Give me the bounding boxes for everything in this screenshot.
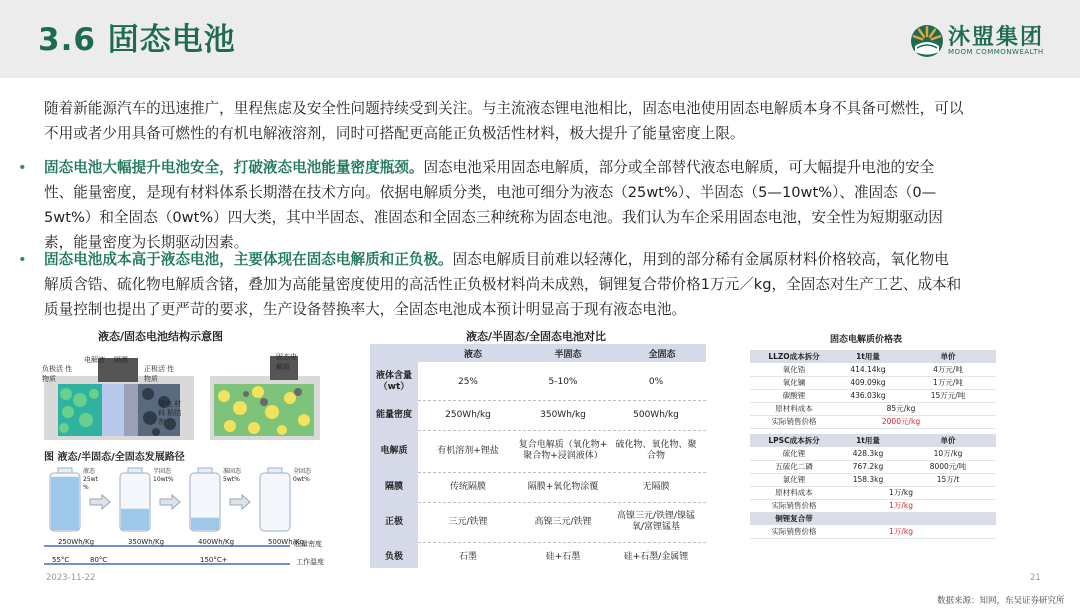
comparison-cell: 硫化物、氧化物、聚 合物 bbox=[615, 440, 697, 461]
bullet-highlight: 固态电池成本高于液态电池，主要体现在固态电解质和正负极。 bbox=[44, 251, 453, 268]
price-row-divider bbox=[750, 428, 996, 429]
cell-liquid-pct: 5wt% bbox=[223, 476, 240, 483]
price-header-cell: 1t用量 bbox=[856, 436, 880, 445]
column-header: 液态 bbox=[463, 350, 482, 360]
label-electrolyte: 电解液 bbox=[84, 356, 105, 364]
price-header-cell: 单价 bbox=[940, 352, 956, 361]
price-cell: 4万元/吨 bbox=[933, 365, 963, 374]
column-header: 半固态 bbox=[554, 350, 582, 360]
company-logo bbox=[910, 20, 1060, 66]
temp-axis-label: 工作温度 bbox=[296, 558, 324, 566]
footer-date: 2023-11-22 bbox=[46, 573, 96, 583]
battery-cell bbox=[120, 468, 150, 531]
label-separator: 隔膜 bbox=[114, 356, 128, 364]
price-cell: 436.03kg bbox=[850, 391, 886, 400]
row-label: 隔膜 bbox=[384, 481, 403, 492]
cell-liquid-pct: 10wt% bbox=[153, 476, 174, 483]
path-title: 图 液态/半固态/全固态发展路径 bbox=[44, 452, 185, 463]
comparison-cell: 250Wh/kg bbox=[445, 409, 491, 420]
comparison-cell: 有机溶剂+锂盐 bbox=[437, 445, 499, 456]
comparison-cell: 隔膜+氧化物涂覆 bbox=[527, 481, 599, 492]
sale-price-value: 1万/kg bbox=[889, 501, 913, 510]
cell-name: 全固态 bbox=[293, 468, 312, 475]
temp-label: 80°C bbox=[90, 556, 108, 564]
price-header-cell: LPSC成本拆分 bbox=[768, 436, 820, 445]
price-label: 原材料成本 bbox=[775, 404, 813, 413]
bullet-dot: • bbox=[18, 251, 27, 268]
cell-name: 准固态 bbox=[223, 468, 242, 475]
price-cell: 158.3kg bbox=[852, 475, 884, 484]
price-cell: 氧化镧 bbox=[782, 378, 806, 387]
temp-label: 55°C bbox=[52, 556, 70, 564]
price-header-cell: 1t用量 bbox=[856, 352, 880, 361]
price-label: 原材料成本 bbox=[775, 488, 813, 497]
intro-line: 随着新能源汽车的迅速推广，里程焦虑及安全性问题持续受到关注。与主流液态锂电池相比，固态电池使用固态电解质本身不具备可燃性，可以 bbox=[44, 100, 964, 117]
price-cell: 10万/kg bbox=[933, 449, 963, 458]
cell-liquid-pct: 0wt% bbox=[293, 476, 310, 483]
electrolyte-fill bbox=[191, 518, 219, 530]
raw-cost-value: 1万/kg bbox=[889, 488, 913, 497]
arrow-right-icon bbox=[90, 495, 110, 509]
price-cell: 409.09kg bbox=[850, 378, 886, 387]
battery-cell bbox=[50, 468, 80, 531]
electrolyte-fill bbox=[121, 509, 149, 530]
bullet-text: 素，能量密度为长期驱动因素。 bbox=[44, 234, 249, 251]
label-neg-active: 负极活 性物质 bbox=[42, 365, 73, 383]
header-bar bbox=[0, 0, 1080, 78]
row-label: 电解质 bbox=[380, 445, 408, 456]
label-solid-electrolyte: 固态电 解质 bbox=[276, 353, 297, 371]
arrow-right-icon bbox=[230, 495, 250, 509]
intro-line: 不用或者少用具备可燃性的有机电解液溶剂，同时可搭配更高能正负极活性材料，极大提升了能量密度上限。 bbox=[44, 125, 745, 142]
comparison-cell: 350Wh/kg bbox=[540, 409, 586, 420]
cell-energy: 350Wh/Kg bbox=[127, 538, 165, 546]
sale-price-value: 2000元/kg bbox=[881, 417, 921, 426]
row-label: 负极 bbox=[384, 551, 403, 562]
price-cell: 767.2kg bbox=[852, 462, 884, 471]
comparison-cell: 硅+石墨/金属锂 bbox=[623, 551, 689, 562]
bullet-highlight: 固态电池大幅提升电池安全，打破液态电池能量密度瓶颈。 bbox=[44, 159, 424, 176]
price-row-divider bbox=[750, 538, 996, 539]
price-cell: 氯化锂 bbox=[782, 475, 806, 484]
label-conductive: 导电 材料 粘结剂 bbox=[158, 400, 182, 426]
price-cell: 1万元/吨 bbox=[933, 378, 963, 387]
column-header: 全固态 bbox=[648, 350, 676, 360]
price-cell: 15万元/吨 bbox=[930, 391, 966, 400]
cell-name: 液态 bbox=[83, 468, 96, 475]
bullet-dot: • bbox=[18, 159, 27, 176]
price-header-cell: LLZO成本拆分 bbox=[768, 352, 820, 361]
price-cell: 氧化锆 bbox=[782, 365, 806, 374]
intro-paragraph bbox=[44, 96, 1044, 146]
electrolyte-fill bbox=[51, 477, 79, 530]
comparison-cell: 500Wh/kg bbox=[633, 409, 679, 420]
price-label: 实际销售价格 bbox=[771, 417, 817, 426]
bullet-text: 性、能量密度，是现有材料体系长期潜在技术方向。依据电解质分类，电池可细分为液态（25wt%）、半固态（5—10wt%）、准固态（0— bbox=[44, 184, 937, 201]
page-number: 21 bbox=[1030, 573, 1041, 583]
price-cell: 428.3kg bbox=[852, 449, 884, 458]
cell-energy: 400Wh/Kg bbox=[197, 538, 235, 546]
comparison-cell: 25% bbox=[457, 376, 478, 387]
bullet-text: 固态电解质目前难以轻薄化，用到的部分稀有金属原材料价格较高，氧化物电 bbox=[452, 251, 949, 268]
sunburst-logo-icon bbox=[910, 24, 944, 58]
price-header-cell: 单价 bbox=[940, 436, 956, 445]
comparison-cell: 石墨 bbox=[458, 551, 477, 562]
data-source: 数据来源：知网，东吴证券研究所 bbox=[937, 596, 1065, 606]
logo-subtitle: MOOM COMMONWEALTH bbox=[948, 48, 1044, 56]
price-cell: 414.14kg bbox=[850, 365, 886, 374]
row-label: 能量密度 bbox=[375, 409, 412, 420]
energy-axis-label: 能量密度 bbox=[294, 540, 322, 548]
bullet-text: 5wt%）和全固态（0wt%）四大类，其中半固态、准固态和全固态三种统称为固态电池。我们认为车企采用固态电池，安全性为短期驱动因 bbox=[44, 209, 943, 226]
cell-energy: 250Wh/Kg bbox=[57, 538, 95, 546]
raw-cost-value: 85元/kg bbox=[886, 404, 916, 413]
row-label: 液体含量 （wt） bbox=[375, 371, 412, 392]
label-pos-active: 正极活 性物质 bbox=[144, 365, 175, 383]
structure-diagram-panel bbox=[40, 322, 340, 570]
comparison-title: 液态/半固态/全固态电池对比 bbox=[466, 330, 607, 343]
cell-liquid-pct: 25wt % bbox=[83, 476, 98, 491]
price-cell: 8000元/吨 bbox=[929, 462, 967, 471]
comparison-cell: 高镍三元/铁锂 bbox=[534, 516, 592, 527]
comparison-cell: 传统隔膜 bbox=[449, 481, 486, 492]
comparison-cell: 无隔膜 bbox=[642, 481, 670, 492]
cell-energy: 500Wh/Kg bbox=[267, 538, 305, 546]
battery-cell bbox=[190, 468, 220, 531]
comparison-cell: 复合电解质（氧化物+ 聚合物+浸润液体） bbox=[518, 440, 608, 461]
bullet-safety bbox=[18, 155, 1044, 255]
price-label: 实际销售价格 bbox=[771, 501, 817, 510]
price-cell: 五硫化二磷 bbox=[775, 462, 813, 471]
bullet-text: 解质含锆、硫化物电解质含锗，叠加为高能量密度使用的高活性正负极材料尚未成熟，铜锂复合带价格1万元／kg，全固态对生产工艺、成本和 bbox=[44, 276, 962, 293]
comparison-cell: 5-10% bbox=[548, 376, 578, 387]
price-cell: 硫化锂 bbox=[782, 449, 806, 458]
price-header-cell: 铜锂复合带 bbox=[775, 514, 813, 523]
comparison-cell: 三元/铁锂 bbox=[448, 516, 488, 527]
logo-name: 沐盟集团 bbox=[948, 25, 1045, 50]
price-title: 固态电解质价格表 bbox=[830, 335, 903, 345]
row-label: 正极 bbox=[384, 516, 403, 527]
cell-name: 半固态 bbox=[153, 468, 172, 475]
bullet-text: 质量控制也提出了更严苛的要求，生产设备替换率大，全固态电池成本预计明显高于现有液态电池。 bbox=[44, 301, 687, 318]
comparison-cell: 高镍三元/铁锂/镍锰 氧/富锂锰基 bbox=[616, 511, 696, 532]
price-table-panel bbox=[748, 322, 1000, 570]
comparison-cell: 0% bbox=[648, 376, 664, 387]
comparison-cell: 硅+石墨 bbox=[545, 551, 581, 562]
comparison-table-panel bbox=[368, 322, 708, 570]
page-title: 3.6 固态电池 bbox=[38, 22, 236, 58]
temp-label: 150°C+ bbox=[200, 556, 228, 564]
sale-price-value: 1万/kg bbox=[889, 527, 913, 536]
bullet-cost bbox=[18, 247, 1044, 322]
price-cell: 碳酸锂 bbox=[782, 391, 806, 400]
diagram-title: 液态/固态电池结构示意图 bbox=[98, 330, 224, 343]
bullet-text: 固态电池采用固态电解质，部分或全部替代液态电解质，可大幅提升电池的安全 bbox=[423, 159, 935, 176]
arrow-right-icon bbox=[160, 495, 180, 509]
price-cell: 15万/t bbox=[936, 475, 960, 484]
price-label: 实际销售价格 bbox=[771, 527, 817, 536]
battery-cell bbox=[260, 468, 290, 531]
